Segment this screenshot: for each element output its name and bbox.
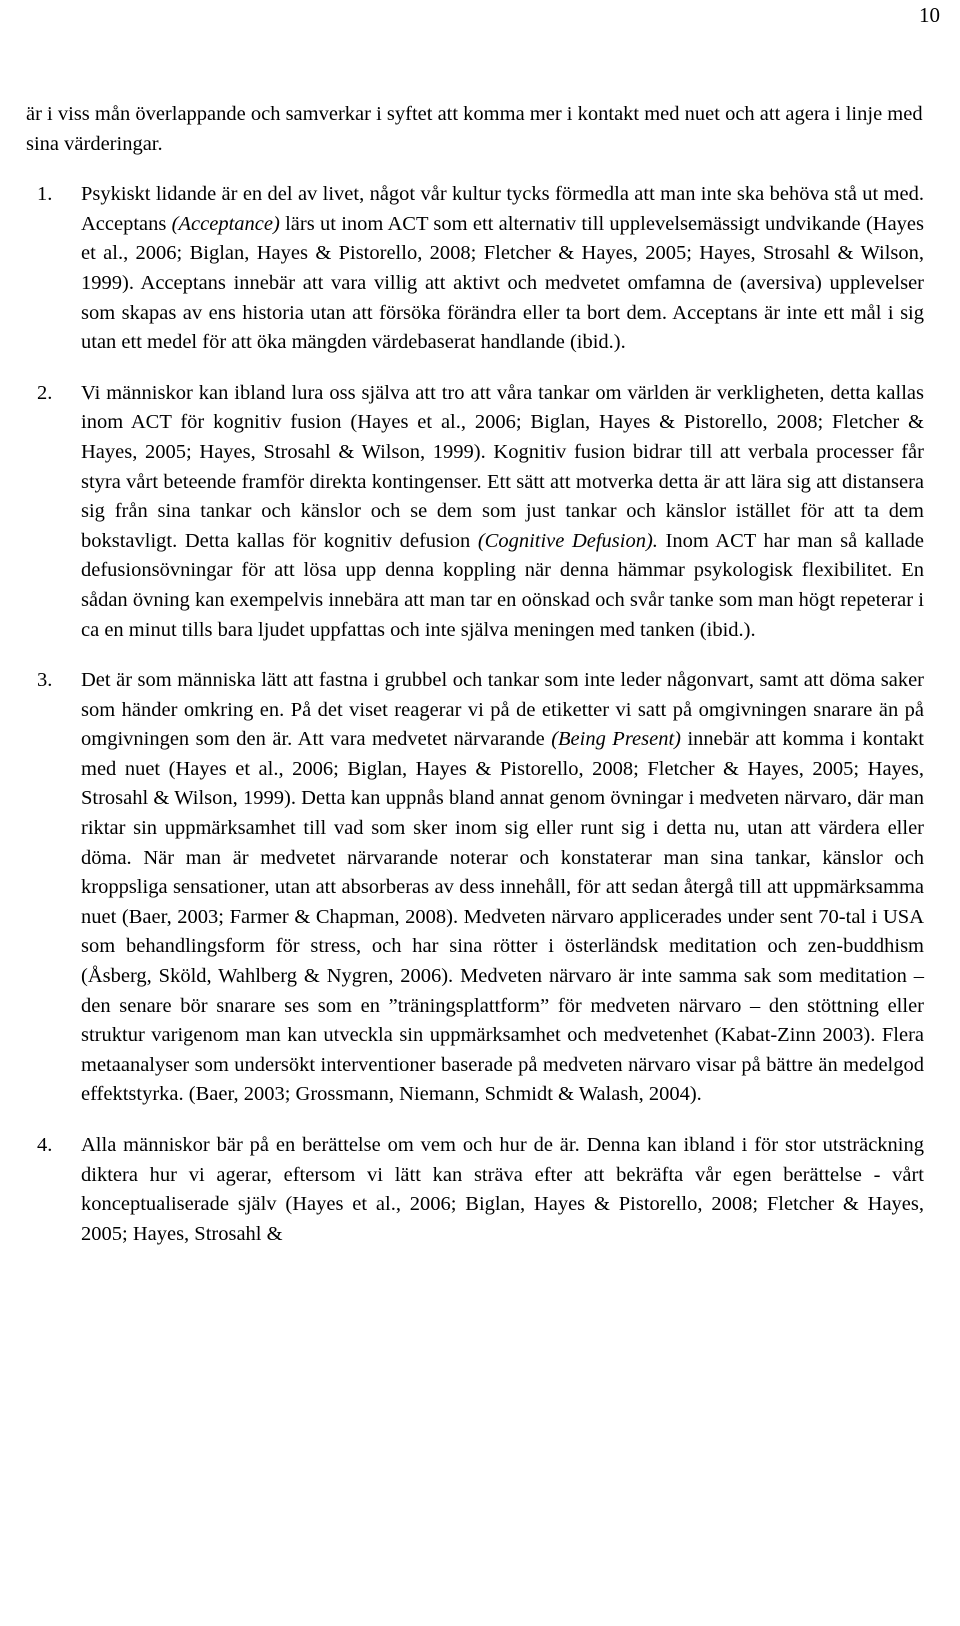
list-number: 2. [37, 381, 53, 404]
text-segment: innebär att komma i kontakt med nuet (Hayes et al., 2006; Biglan, Hayes & Pistorello, 2008; Fletcher & Hayes, 2005; Hayes, Strosahl & Wilson, 1999). Detta kan uppnås bland annat genom övningar i medveten närvaro, där man riktar sin uppmärksamhet till vad som sker inom sig eller runt sig i detta nu, utan att värdera eller döma. När man är medvetet närvarande noterar och konstaterar man sina tankar, känslor och kroppsliga sensationer, utan att absorberas av dess innehåll, för att sedan återgå till att uppmärksamma nuet (Baer, 2003; Farmer & Chapman, 2008). Medveten närvaro applicerades under sent 70-tal i USA som behandlingsform för stress, och har sina rötter i österländsk meditation och zen-buddhism (Åsberg, Sköld, Wahlberg & Nygren, 2006). Medveten närvaro är inte samma sak som meditation – den senare bör snarare ses som en ”träningsplattform” för medveten närvaro – den stöttning eller struktur varigenom man kan utveckla sin uppmärksamhet och medvetenhet (Kabat-Zinn 2003). Flera metaanalyser som undersökt interventioner baserade på medveten närvaro visar på bättre än medelgod effektstyrka. (Baer, 2003; Grossmann, Niemann, Schmidt & Walash, 2004). [81, 728, 924, 1106]
list-item [26, 180, 924, 358]
page-number: 10 [919, 3, 940, 27]
list-number: 3. [37, 669, 53, 692]
text-segment: Det är som människa lätt att fastna i grubbel och tankar som inte leder någonvart, samt att döma saker som händer omkring en. På det viset reagerar vi på de etiketter vi satt på omgivningen snarare än på omgivningen som den är. Att vara medvetet närvarande [81, 669, 924, 751]
text-segment: Alla människor bär på en berättelse om vem och hur de är. Denna kan ibland i för stor utsträckning diktera hur vi agerar, eftersom vi lätt kan sträva efter att bekräfta vår egen berättelse - vårt konceptualiserade själv (Hayes et al., 2006; Biglan, Hayes & Pistorello, 2008; Fletcher & Hayes, 2005; Hayes, Strosahl & [81, 1134, 924, 1245]
list-item-text [81, 1131, 924, 1249]
list-item [26, 379, 924, 645]
document-body [26, 100, 924, 1270]
term-italic: (Cognitive Defusion). [477, 529, 658, 552]
list-item-text [81, 180, 924, 358]
list-item [26, 1131, 924, 1249]
text-segment: Inom ACT har man så kallade defusionsövningar för att lösa upp denna koppling när denna hämmar psykologisk flexibilitet. En sådan övning kan exempelvis innebära att man tar en oönskad och svår tanke som man högt repeterar i ca en minut tills bara ljudet uppfattas och inte själva meningen med tanken (ibid.). [81, 529, 924, 641]
term-italic: (Acceptance) [171, 212, 280, 235]
list-item-text [81, 379, 924, 645]
text-segment: Psykiskt lidande är en del av livet, något vår kultur tycks förmedla att man inte ska behöva stå ut med. Acceptans [81, 183, 924, 235]
term-italic: (Being Present) [551, 728, 681, 751]
list-item [26, 666, 924, 1110]
text-segment: Vi människor kan ibland lura oss själva att tro att våra tankar om världen är verkligheten, detta kallas inom ACT för kognitiv fusion (Hayes et al., 2006; Biglan, Hayes & Pistorello, 2008; Fletcher & Hayes, 2005; Hayes, Strosahl & Wilson, 1999). Kognitiv fusion bidrar till att verbala processer får styra vårt beteende framför direkta kontingenser. Ett sätt att motverka detta är att lära sig att distansera sig från sina tankar och känslor och se dem som just tankar och känslor istället för att ta dem bokstavligt. Detta kallas för kognitiv defusion [81, 381, 924, 552]
list-number: 1. [37, 183, 53, 206]
text-segment: lärs ut inom ACT som ett alternativ till upplevelsemässigt undvikande (Hayes et al., 2006; Biglan, Hayes & Pistorello, 2008; Fletcher & Hayes, 2005; Hayes, Strosahl & Wilson, 1999). Acceptans innebär att vara villig att aktivt och medvetet omfamna de (aversiva) upplevelser som skapas av ens historia utan att försöka förändra eller ta bort dem. Acceptans är inte ett mål i sig utan ett medel för att öka mängden värdebaserat handlande (ibid.). [81, 212, 925, 354]
intro-paragraph: är i viss mån överlappande och samverkar i syftet att komma mer i kontakt med nuet och att agera i linje med sina värderingar. [26, 103, 923, 155]
list-item-text [81, 666, 924, 1110]
list-number: 4. [37, 1134, 53, 1156]
